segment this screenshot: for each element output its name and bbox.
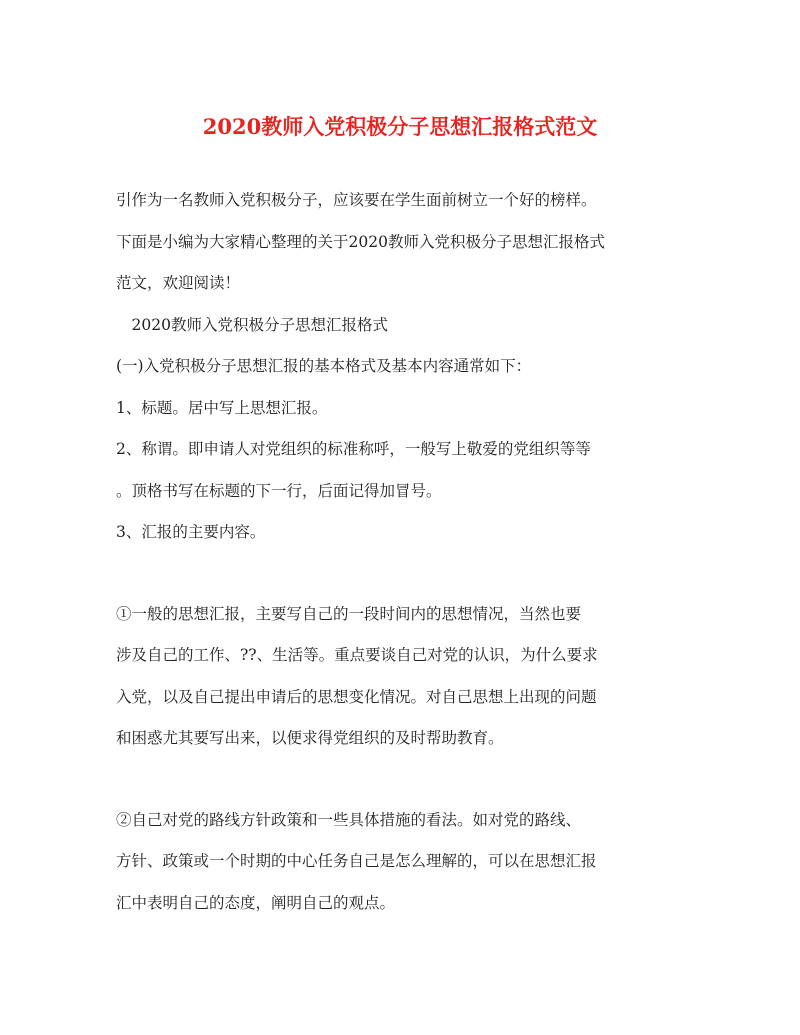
- paragraph-1-line-1: ①一般的思想汇报，主要写自己的一段时间内的思想情况，当然也要: [116, 604, 582, 623]
- paragraph-gap: [116, 760, 706, 800]
- body-line-intro-1: 引作为一名教师入党积极分子，应该要在学生面前树立一个好的榜样。: [116, 191, 597, 209]
- body-line-format-intro: (一)入党积极分子思想汇报的基本格式及基本内容通常如下：: [116, 357, 532, 375]
- paragraph-1-line-4: 和困惑尤其要写出来，以便求得党组织的及时帮助教育。: [116, 729, 504, 747]
- document-body: [116, 180, 706, 924]
- list-item-salutation-1: 2、称谓。即申请人对党组织的标准称呼，一般写上敬爱的党组织等等: [116, 440, 591, 458]
- paragraph-1-line-2: 涉及自己的工作、??、生活等。重点要谈自己对党的认识，为什么要求: [116, 646, 598, 664]
- paragraph-gap: [116, 554, 706, 594]
- document-title: 2020教师入党积极分子思想汇报格式范文: [202, 114, 598, 139]
- paragraph-2-line-2: 方针、政策或一个时期的中心任务自己是怎么理解的，可以在思想汇报: [116, 852, 597, 870]
- body-line-intro-3: 范文，欢迎阅读！: [116, 274, 241, 292]
- section-heading: 2020教师入党积极分子思想汇报格式: [116, 315, 388, 334]
- paragraph-2-line-3: 汇中表明自己的态度，阐明自己的观点。: [116, 893, 396, 912]
- list-item-content: 3、汇报的主要内容。: [116, 523, 266, 541]
- body-line-intro-2: 下面是小编为大家精心整理的关于2020教师入党积极分子思想汇报格式: [116, 232, 605, 251]
- list-item-title: 1、标题。居中写上思想汇报。: [116, 398, 328, 417]
- paragraph-1-line-3: 入党，以及自己提出申请后的思想变化情况。对自己思想上出现的问题: [116, 687, 597, 706]
- list-item-salutation-2: 。顶格书写在标题的下一行，后面记得加冒号。: [116, 481, 442, 500]
- paragraph-2-line-1: ②自己对党的路线方针政策和一些具体措施的看法。如对党的路线、: [116, 810, 582, 829]
